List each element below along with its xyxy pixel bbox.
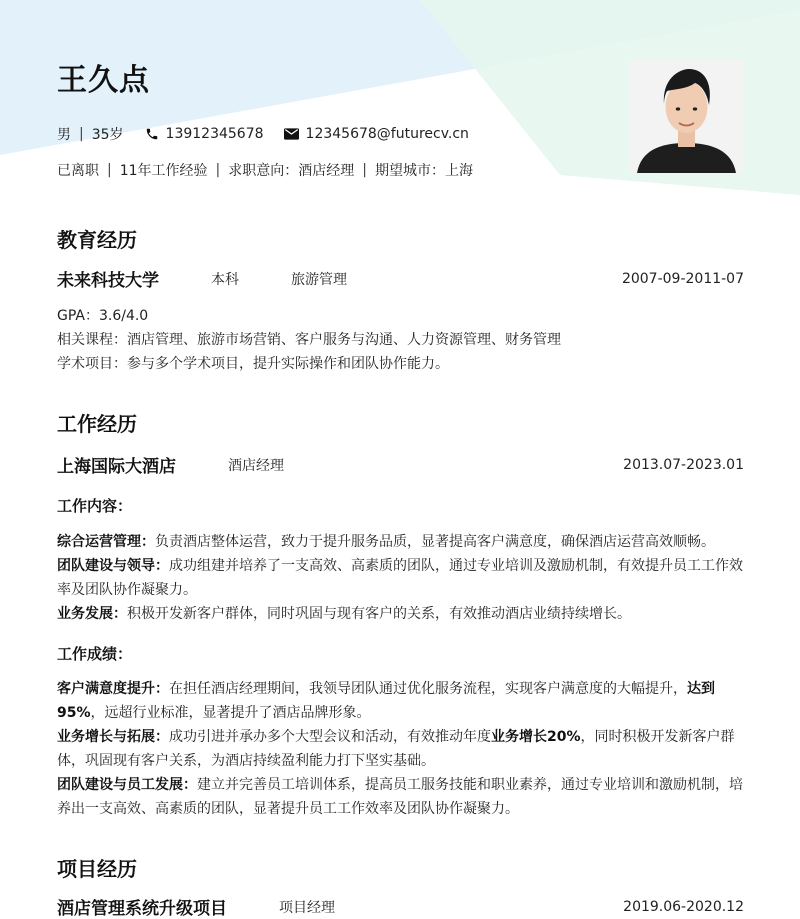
degree: 本科 [211,271,239,288]
company-name: 上海国际大酒店 [57,457,176,477]
expected-city: 期望城市：上海 [374,163,473,179]
candidate-name: 王久点 [57,63,150,98]
education-period: 2007-09-2011-07 [621,270,744,287]
achievement-item: 业务增长与拓展：成功引进并承办多个大型会议和活动，有效推动年度业务增长20%，同时积极开发新客户群体，巩固现有客户关系，为酒店持续盈利能力打下坚实基础。 [57,729,735,769]
work-section-title: 工作经历 [57,412,137,436]
school-name: 未来科技大学 [57,271,159,291]
separator: | [215,162,221,178]
email-icon [284,126,300,142]
major: 旅游管理 [291,271,347,288]
work-achievements [57,677,747,821]
work-content-title: 工作内容： [57,497,133,515]
gender: 男 [57,127,71,143]
separator: | [362,162,367,178]
phone-number: 13912345678 [165,126,264,142]
gpa: GPA：3.6/4.0 [57,308,149,324]
content-item: 团队建设与领导：成功组建并培养了一支高效、高素质的团队，通过专业培训及激励机制，有效提升员工工作效率及团队协作凝聚力。 [57,558,743,598]
separator: | [107,162,112,178]
email-address: 12345678@futurecv.cn [305,126,469,142]
project-period: 2019.06-2020.12 [623,898,744,915]
years-experience: 11年工作经验 [119,163,208,179]
education-details [57,304,747,376]
work-achievements-title: 工作成绩： [57,645,133,663]
separator: | [79,126,84,142]
job-intent: 求职意向：酒店经理 [228,163,355,179]
work-content [57,530,747,626]
phone-icon [144,126,160,142]
project-name: 酒店管理系统升级项目 [57,899,227,919]
achievement-item: 团队建设与员工发展：建立并完善员工培训体系，提高员工服务技能和职业素养，通过专业培训和激励机制，培养出一支高效、高素质的团队，显著提升员工工作效率及团队协作凝聚力。 [57,777,743,817]
education-entry-header [57,266,744,291]
contact-row [57,124,469,144]
project-entry-header [57,894,744,919]
content-item: 综合运营管理：负责酒店整体运营，致力于提升服务品质，显著提高客户满意度，确保酒店运营高效顺畅。 [57,534,715,550]
work-entry-header [57,452,744,477]
content-item: 业务发展：积极开发新客户群体，同时巩固与现有客户的关系，有效推动酒店业绩持续增长。 [57,606,631,622]
age: 35岁 [91,127,124,143]
profile-photo [629,59,744,173]
project-role: 项目经理 [279,899,335,916]
achievement-item: 客户满意度提升：在担任酒店经理期间，我领导团队通过优化服务流程，实现客户满意度的大幅提升，达到95%，远超行业标准，显著提升了酒店品牌形象。 [57,681,715,721]
academic-projects: 学术项目：参与多个学术项目，提升实际操作和团队协作能力。 [57,356,449,372]
employment-status: 已离职 [57,163,99,179]
status-row [57,160,473,180]
education-section-title: 教育经历 [57,228,137,252]
courses: 相关课程：酒店管理、旅游市场营销、客户服务与沟通、人力资源管理、财务管理 [57,332,561,348]
projects-section-title: 项目经历 [57,857,137,881]
job-role: 酒店经理 [228,457,284,474]
work-period: 2013.07-2023.01 [623,456,744,473]
